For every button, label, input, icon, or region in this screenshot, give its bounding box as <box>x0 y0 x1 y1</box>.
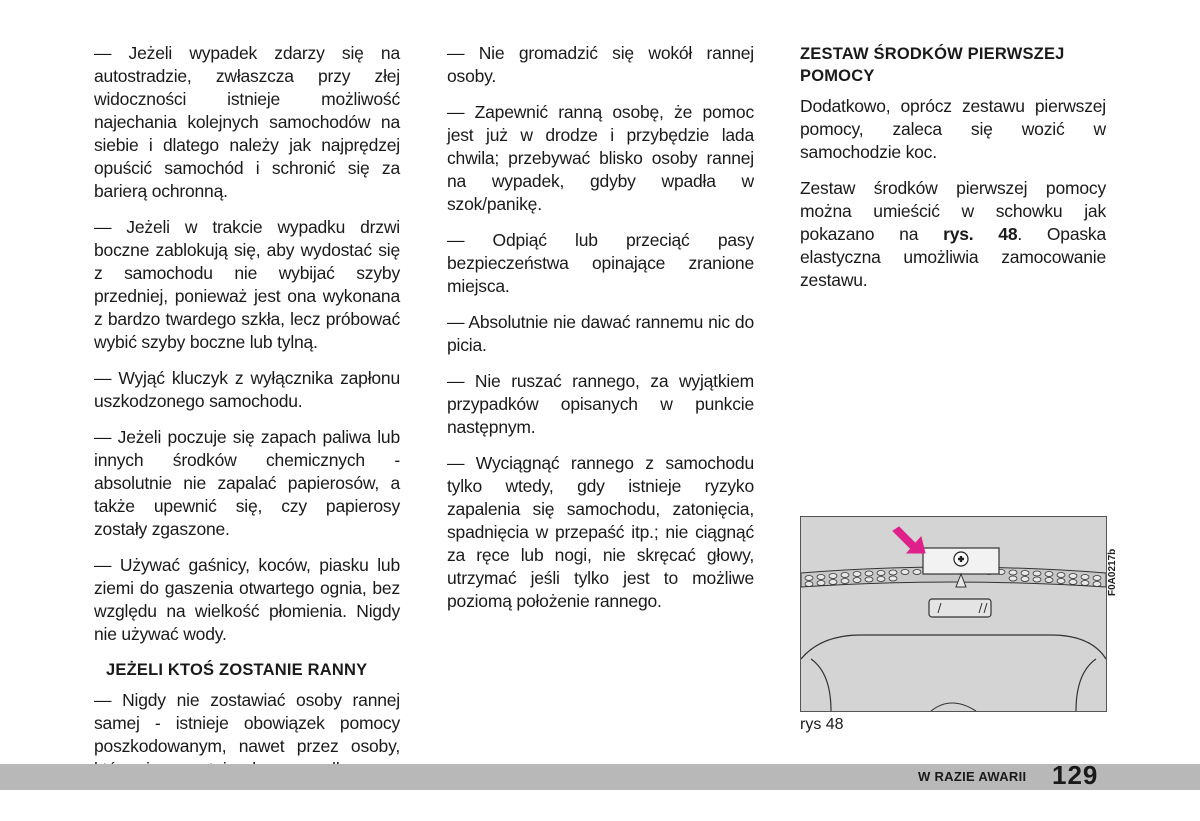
paragraph <box>800 177 1106 292</box>
pointer-arrow-icon <box>893 527 925 553</box>
page-number: 129 <box>1052 760 1099 790</box>
paragraph: — Absolutnie nie dawać rannemu nic do picia. <box>447 312 754 355</box>
svg-text:F0A0217b: F0A0217b <box>1107 548 1118 596</box>
text-column-1 <box>94 42 400 794</box>
paragraph: — Nie gromadzić się wokół rannej osoby. <box>447 43 754 86</box>
paragraph-text: . Opaska elastyczna umożliwia zamocowanie zestawu. <box>800 224 1106 290</box>
footer-section-title: W RAZIE AWARII <box>918 769 1027 784</box>
figure-reference: rys. 48 <box>943 224 1018 244</box>
paragraph: — Używać gaśnicy, koców, piasku lub ziemi do gaszenia otwartego ognia, bez względu na wielkość płomienia. Nigdy nie używać wody. <box>94 555 400 644</box>
paragraph: — Jeżeli wypadek zdarzy się na autostradzie, zwłaszcza przy złej widoczności istnieje możliwość najechania kolejnych samochodów na siebie i dlatego należy jak najprędzej opuścić samochód i schronić się za barierą ochronną. <box>94 43 400 201</box>
figure-code <box>1102 516 1120 596</box>
paragraph: — Zapewnić ranną osobę, że pomoc jest już w drodze i przybędzie lada chwila; przebywać blisko osoby rannej na wypadek, gdyby wpadła w szok/panikę. <box>447 102 754 214</box>
paragraph: — Wyjąć kluczyk z wyłącznika zapłonu uszkodzonego samochodu. <box>94 368 400 411</box>
figure-caption: rys 48 <box>800 716 844 733</box>
paragraph: — Nie ruszać rannego, za wyjątkiem przypadków opisanych w punkcie następnym. <box>447 371 754 437</box>
paragraph: — Nigdy nie zostawiać osoby rannej samej - istnieje obowiązek pomocy poszkodowanym, nawet przez osoby, <box>94 690 400 756</box>
figure-glovebox-illustration <box>800 516 1107 712</box>
paragraph: Dodatkowo, oprócz zestawu pierwszej pomocy, zaleca się wozić w samochodzie koc. <box>800 96 1106 162</box>
paragraph: — Jeżeli poczuje się zapach paliwa lub innych środków chemicznych - absolutnie nie zapalać papierosów, a także upewnić się, czy papierosy zostały zgaszone. <box>94 427 400 539</box>
paragraph-text: Zestaw środków pierwszej pomocy można umieścić w schowku jak pokazano na <box>800 178 1106 244</box>
paragraph: — Odpiąć lub przeciąć pasy bezpieczeństwa opinające zranione miejsca. <box>447 230 754 296</box>
section-heading: ZESTAW ŚRODKÓW PIERWSZEJ POMOCY <box>800 45 1065 85</box>
section-heading: JEŻELI KTOŚ ZOSTANIE RANNY <box>106 661 368 679</box>
text-column-3 <box>800 43 1106 305</box>
glovebox-drawing <box>801 517 1106 711</box>
paragraph: — Wyciągnąć rannego z samochodu tylko wtedy, gdy istnieje ryzyko zapalenia się samochodu, zatonięcia, spadnięcia w przepaść itp.; nie ciągnąć za ręce lub nogi, nie skręcać głowy, utrzymać jeśli tylko jest to możliwe poziomą położenie rannego. <box>447 453 754 611</box>
paragraph: — Jeżeli w trakcie wypadku drzwi boczne zablokują się, aby wydostać się z samochodu nie wybijać szyby przedniej, ponieważ jest ona wykonana z bardzo twardego szkła, lecz próbować wybić szyby boczne lub tylną. <box>94 217 400 352</box>
text-column-2 <box>447 42 754 626</box>
